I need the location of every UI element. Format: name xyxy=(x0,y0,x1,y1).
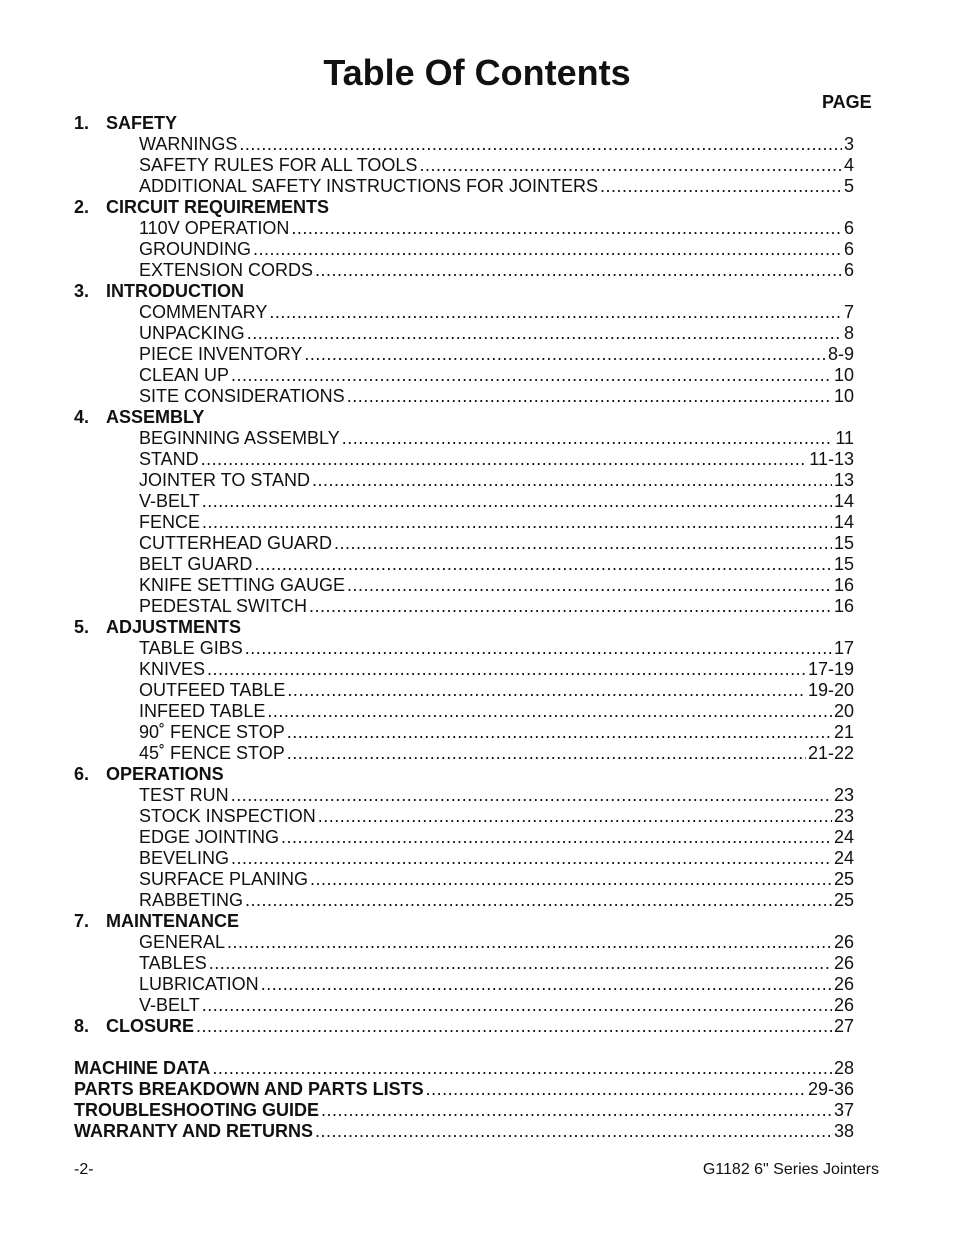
toc-entry-line xyxy=(139,575,854,596)
toc-section-number: 8. xyxy=(74,1016,90,1036)
toc-section-line xyxy=(106,197,854,218)
footer-document-title: G1182 6" Series Jointers xyxy=(702,1161,879,1178)
toc-entry-line xyxy=(139,218,854,239)
page-title: Table Of Contents xyxy=(323,52,631,93)
toc-entry-line xyxy=(139,323,854,344)
toc-entry-line xyxy=(139,638,854,659)
toc-section[interactable] xyxy=(0,113,954,134)
toc-entry-line xyxy=(139,470,854,491)
toc-leader-dots xyxy=(227,932,832,953)
toc-entry-label: 90˚ FENCE STOP xyxy=(139,722,285,742)
toc-entry-line xyxy=(139,260,854,281)
toc-page-number: 4 xyxy=(843,155,854,175)
toc-page-number: 14 xyxy=(833,491,854,511)
toc-entry[interactable] xyxy=(0,323,954,344)
toc-leader-dots xyxy=(202,995,832,1016)
toc-appendix-line xyxy=(74,1058,854,1079)
toc-appendix-entry[interactable] xyxy=(0,1121,954,1142)
toc-leader-dots xyxy=(239,134,842,155)
toc-entry-label: SITE CONSIDERATIONS xyxy=(139,386,345,406)
toc-page-number: 13 xyxy=(833,470,854,490)
toc-entry-line xyxy=(139,806,854,827)
toc-page-number: 28 xyxy=(833,1058,854,1078)
toc-entry[interactable] xyxy=(0,428,954,449)
toc-entry-line xyxy=(139,344,854,365)
toc-section-title: ADJUSTMENTS xyxy=(106,617,242,637)
toc-section[interactable] xyxy=(0,617,954,638)
toc-page-number: 6 xyxy=(843,218,854,238)
toc-entry[interactable] xyxy=(0,638,954,659)
toc-entry-label: EXTENSION CORDS xyxy=(139,260,314,280)
toc-page-number: 19-20 xyxy=(807,680,854,700)
page-column-label: PAGE xyxy=(822,92,872,112)
toc-entry[interactable] xyxy=(0,806,954,827)
toc-section-line xyxy=(106,281,854,302)
toc-entry-line xyxy=(139,680,854,701)
toc-page-number: 5 xyxy=(843,176,854,196)
toc-entry-label: TEST RUN xyxy=(139,785,229,805)
toc-section-line xyxy=(106,1016,854,1037)
toc-entry-label: BELT GUARD xyxy=(139,554,253,574)
toc-entry-label: EDGE JOINTING xyxy=(139,827,280,847)
toc-section-number: 7. xyxy=(74,911,90,931)
toc-entry-line xyxy=(139,785,854,806)
toc-leader-dots xyxy=(312,470,832,491)
toc-entry[interactable] xyxy=(0,533,954,554)
toc-leader-dots xyxy=(342,428,834,449)
toc-entry[interactable] xyxy=(0,554,954,575)
toc-page-number: 26 xyxy=(833,974,854,994)
toc-entry[interactable] xyxy=(0,239,954,260)
toc-entry-line xyxy=(139,596,854,617)
toc-page-number: 29-36 xyxy=(807,1079,854,1099)
toc-entry[interactable] xyxy=(0,470,954,491)
toc-entry-label: KNIVES xyxy=(139,659,206,679)
toc-spacer xyxy=(0,1037,954,1058)
toc-page-number: 7 xyxy=(843,302,854,322)
toc-page-number: 11 xyxy=(835,428,854,448)
toc-entry-line xyxy=(139,428,854,449)
toc-leader-dots xyxy=(315,260,842,281)
toc-section[interactable] xyxy=(0,911,954,932)
toc-entry-line xyxy=(139,743,854,764)
toc-section-line xyxy=(106,764,854,785)
toc-entry-line xyxy=(139,449,854,470)
toc-page-number: 20 xyxy=(833,701,854,721)
toc-entry[interactable] xyxy=(0,974,954,995)
toc-entry-label: JOINTER TO STAND xyxy=(139,470,311,490)
toc-entry-line xyxy=(139,848,854,869)
toc-leader-dots xyxy=(245,890,832,911)
table-of-contents xyxy=(0,113,954,1142)
toc-page-number: 11-13 xyxy=(809,449,854,469)
toc-leader-dots xyxy=(231,785,832,806)
toc-entry[interactable] xyxy=(0,953,954,974)
toc-section-title: ASSEMBLY xyxy=(106,407,205,427)
toc-section-line xyxy=(106,407,854,428)
toc-section-number: 2. xyxy=(74,197,90,217)
toc-entry[interactable] xyxy=(0,449,954,470)
toc-page-number: 14 xyxy=(833,512,854,532)
toc-entry-label: SAFETY RULES FOR ALL TOOLS xyxy=(139,155,418,175)
toc-entry-label: KNIFE SETTING GAUGE xyxy=(139,575,346,595)
toc-entry-label: GENERAL xyxy=(139,932,226,952)
toc-page-number: 23 xyxy=(833,785,854,805)
toc-leader-dots xyxy=(304,344,826,365)
toc-page-number: 8 xyxy=(843,323,854,343)
toc-entry-line xyxy=(139,701,854,722)
toc-section[interactable] xyxy=(0,281,954,302)
toc-entry-label: CUTTERHEAD GUARD xyxy=(139,533,333,553)
toc-entry[interactable] xyxy=(0,575,954,596)
toc-leader-dots xyxy=(291,218,842,239)
toc-entry[interactable] xyxy=(0,386,954,407)
toc-leader-dots xyxy=(426,1079,806,1100)
toc-entry-line xyxy=(139,365,854,386)
toc-entry[interactable] xyxy=(0,827,954,848)
toc-leader-dots xyxy=(287,743,806,764)
toc-entry[interactable] xyxy=(0,890,954,911)
toc-page-number: 23 xyxy=(833,806,854,826)
toc-page-number: 10 xyxy=(833,365,854,385)
toc-page-number: 37 xyxy=(833,1100,854,1120)
toc-page-number: 26 xyxy=(833,953,854,973)
toc-entry-line xyxy=(139,176,854,197)
toc-leader-dots xyxy=(334,533,832,554)
toc-leader-dots xyxy=(231,365,832,386)
toc-page-number: 24 xyxy=(833,827,854,847)
toc-entry-label: 110V OPERATION xyxy=(139,218,290,238)
toc-entry-line xyxy=(139,491,854,512)
toc-leader-dots xyxy=(600,176,842,197)
toc-entry-label: INFEED TABLE xyxy=(139,701,266,721)
toc-page-number: 17-19 xyxy=(807,659,854,679)
toc-entry-label: LUBRICATION xyxy=(139,974,259,994)
toc-entry[interactable] xyxy=(0,680,954,701)
toc-appendix-line xyxy=(74,1121,854,1142)
toc-entry[interactable] xyxy=(0,491,954,512)
toc-leader-dots xyxy=(196,1016,832,1037)
toc-leader-dots xyxy=(287,722,832,743)
toc-page-number: 6 xyxy=(843,239,854,259)
toc-leader-dots xyxy=(269,302,842,323)
toc-entry[interactable] xyxy=(0,722,954,743)
toc-leader-dots xyxy=(202,512,832,533)
toc-appendix-line xyxy=(74,1079,854,1100)
toc-entry-label: SURFACE PLANING xyxy=(139,869,309,889)
toc-page-number: 16 xyxy=(833,596,854,616)
toc-section-title: CLOSURE xyxy=(106,1016,195,1036)
toc-entry[interactable] xyxy=(0,995,954,1016)
toc-entry-line xyxy=(139,302,854,323)
toc-leader-dots xyxy=(261,974,832,995)
toc-leader-dots xyxy=(309,596,832,617)
toc-section-title: INTRODUCTION xyxy=(106,281,244,301)
toc-entry-label: BEGINNING ASSEMBLY xyxy=(139,428,340,448)
toc-page-number: 24 xyxy=(833,848,854,868)
toc-entry[interactable] xyxy=(0,134,954,155)
toc-section-number: 4. xyxy=(74,407,90,427)
toc-section[interactable] xyxy=(0,1016,954,1037)
toc-entry[interactable] xyxy=(0,743,954,764)
toc-entry-label: UNPACKING xyxy=(139,323,245,343)
toc-entry-label: 45˚ FENCE STOP xyxy=(139,743,285,763)
toc-entry-label: FENCE xyxy=(139,512,201,532)
toc-leader-dots xyxy=(419,155,842,176)
toc-leader-dots xyxy=(212,1058,832,1079)
toc-entry-line xyxy=(139,134,854,155)
toc-entry[interactable] xyxy=(0,785,954,806)
toc-entry-label: WARNINGS xyxy=(139,134,238,154)
toc-entry[interactable] xyxy=(0,155,954,176)
toc-entry[interactable] xyxy=(0,344,954,365)
toc-entry-label: BEVELING xyxy=(139,848,230,868)
toc-entry[interactable] xyxy=(0,701,954,722)
toc-entry-label: RABBETING xyxy=(139,890,244,910)
toc-entry-line xyxy=(139,995,854,1016)
toc-entry-line xyxy=(139,974,854,995)
toc-entry-line xyxy=(139,386,854,407)
toc-page-number: 21 xyxy=(833,722,854,742)
toc-page-number: 25 xyxy=(833,890,854,910)
toc-page-number: 38 xyxy=(833,1121,854,1141)
toc-section-line xyxy=(106,617,854,638)
toc-leader-dots xyxy=(347,575,832,596)
toc-page-number: 8-9 xyxy=(827,344,854,364)
toc-appendix-line xyxy=(74,1100,854,1121)
toc-entry-label: PIECE INVENTORY xyxy=(139,344,303,364)
toc-entry[interactable] xyxy=(0,848,954,869)
toc-section[interactable] xyxy=(0,197,954,218)
toc-leader-dots xyxy=(247,323,842,344)
toc-entry-label: V-BELT xyxy=(139,491,200,511)
toc-entry-line xyxy=(139,890,854,911)
toc-entry-line xyxy=(139,827,854,848)
toc-entry[interactable] xyxy=(0,659,954,680)
toc-entry-label: CLEAN UP xyxy=(139,365,230,385)
toc-entry-line xyxy=(139,155,854,176)
toc-page-number: 25 xyxy=(833,869,854,889)
toc-entry-line xyxy=(139,932,854,953)
toc-section-line xyxy=(106,911,854,932)
toc-leader-dots xyxy=(254,554,832,575)
toc-entry-label: STOCK INSPECTION xyxy=(139,806,316,826)
toc-entry-label: V-BELT xyxy=(139,995,200,1015)
toc-section-number: 1. xyxy=(74,113,90,133)
toc-page-number: 17 xyxy=(833,638,854,658)
toc-appendix-entry[interactable] xyxy=(0,1100,954,1121)
toc-section-title: OPERATIONS xyxy=(106,764,224,784)
toc-entry-label: TABLE GIBS xyxy=(139,638,243,658)
toc-leader-dots xyxy=(287,680,806,701)
toc-entry[interactable] xyxy=(0,218,954,239)
toc-page-number: 27 xyxy=(833,1016,854,1036)
toc-leader-dots xyxy=(231,848,832,869)
toc-appendix-label: MACHINE DATA xyxy=(74,1058,211,1078)
toc-entry-line xyxy=(139,239,854,260)
toc-leader-dots xyxy=(310,869,832,890)
toc-entry-label: COMMENTARY xyxy=(139,302,268,322)
toc-entry-label: ADDITIONAL SAFETY INSTRUCTIONS FOR JOINTERS xyxy=(139,176,599,196)
toc-entry[interactable] xyxy=(0,302,954,323)
toc-section[interactable] xyxy=(0,407,954,428)
toc-page-number: 26 xyxy=(833,932,854,952)
toc-page-number: 26 xyxy=(833,995,854,1015)
toc-leader-dots xyxy=(347,386,832,407)
toc-section-number: 3. xyxy=(74,281,90,301)
toc-page-number: 10 xyxy=(833,386,854,406)
toc-entry-line xyxy=(139,869,854,890)
toc-page-number: 15 xyxy=(833,554,854,574)
toc-entry-label: STAND xyxy=(139,449,199,469)
toc-page-number: 3 xyxy=(843,134,854,154)
toc-section[interactable] xyxy=(0,764,954,785)
toc-appendix-entry[interactable] xyxy=(0,1058,954,1079)
toc-entry[interactable] xyxy=(0,869,954,890)
toc-page-number: 16 xyxy=(833,575,854,595)
toc-leader-dots xyxy=(245,638,832,659)
toc-appendix-label: WARRANTY AND RETURNS xyxy=(74,1121,314,1141)
toc-section-title: MAINTENANCE xyxy=(106,911,239,931)
toc-leader-dots xyxy=(202,491,832,512)
toc-appendix-label: TROUBLESHOOTING GUIDE xyxy=(74,1100,320,1120)
toc-leader-dots xyxy=(318,806,832,827)
toc-entry-line xyxy=(139,533,854,554)
toc-entry-label: TABLES xyxy=(139,953,207,973)
toc-leader-dots xyxy=(267,701,832,722)
toc-leader-dots xyxy=(253,239,842,260)
toc-entry[interactable] xyxy=(0,176,954,197)
toc-section-number: 5. xyxy=(74,617,90,637)
toc-entry-label: OUTFEED TABLE xyxy=(139,680,286,700)
toc-section-title: SAFETY xyxy=(106,113,178,133)
toc-appendix-label: PARTS BREAKDOWN AND PARTS LISTS xyxy=(74,1079,424,1099)
toc-page-number: 21-22 xyxy=(807,743,854,763)
toc-section-number: 6. xyxy=(74,764,90,784)
toc-entry-line xyxy=(139,512,854,533)
toc-entry-label: PEDESTAL SWITCH xyxy=(139,596,308,616)
toc-appendix-entry[interactable] xyxy=(0,1079,954,1100)
toc-page-number: 6 xyxy=(843,260,854,280)
toc-leader-dots xyxy=(321,1100,832,1121)
toc-entry-label: GROUNDING xyxy=(139,239,251,259)
toc-entry[interactable] xyxy=(0,260,954,281)
toc-leader-dots xyxy=(315,1121,832,1142)
toc-leader-dots xyxy=(281,827,832,848)
toc-entry[interactable] xyxy=(0,932,954,953)
toc-section-line xyxy=(106,113,854,134)
toc-entry-line xyxy=(139,722,854,743)
toc-page-number: 15 xyxy=(833,533,854,553)
toc-entry[interactable] xyxy=(0,365,954,386)
toc-entry-line xyxy=(139,953,854,974)
toc-section-title: CIRCUIT REQUIREMENTS xyxy=(106,197,330,217)
toc-leader-dots xyxy=(207,659,806,680)
toc-entry[interactable] xyxy=(0,596,954,617)
toc-leader-dots xyxy=(209,953,832,974)
toc-entry-line xyxy=(139,659,854,680)
footer-page-number: -2- xyxy=(74,1161,94,1178)
toc-leader-dots xyxy=(201,449,808,470)
toc-entry[interactable] xyxy=(0,512,954,533)
toc-entry-line xyxy=(139,554,854,575)
